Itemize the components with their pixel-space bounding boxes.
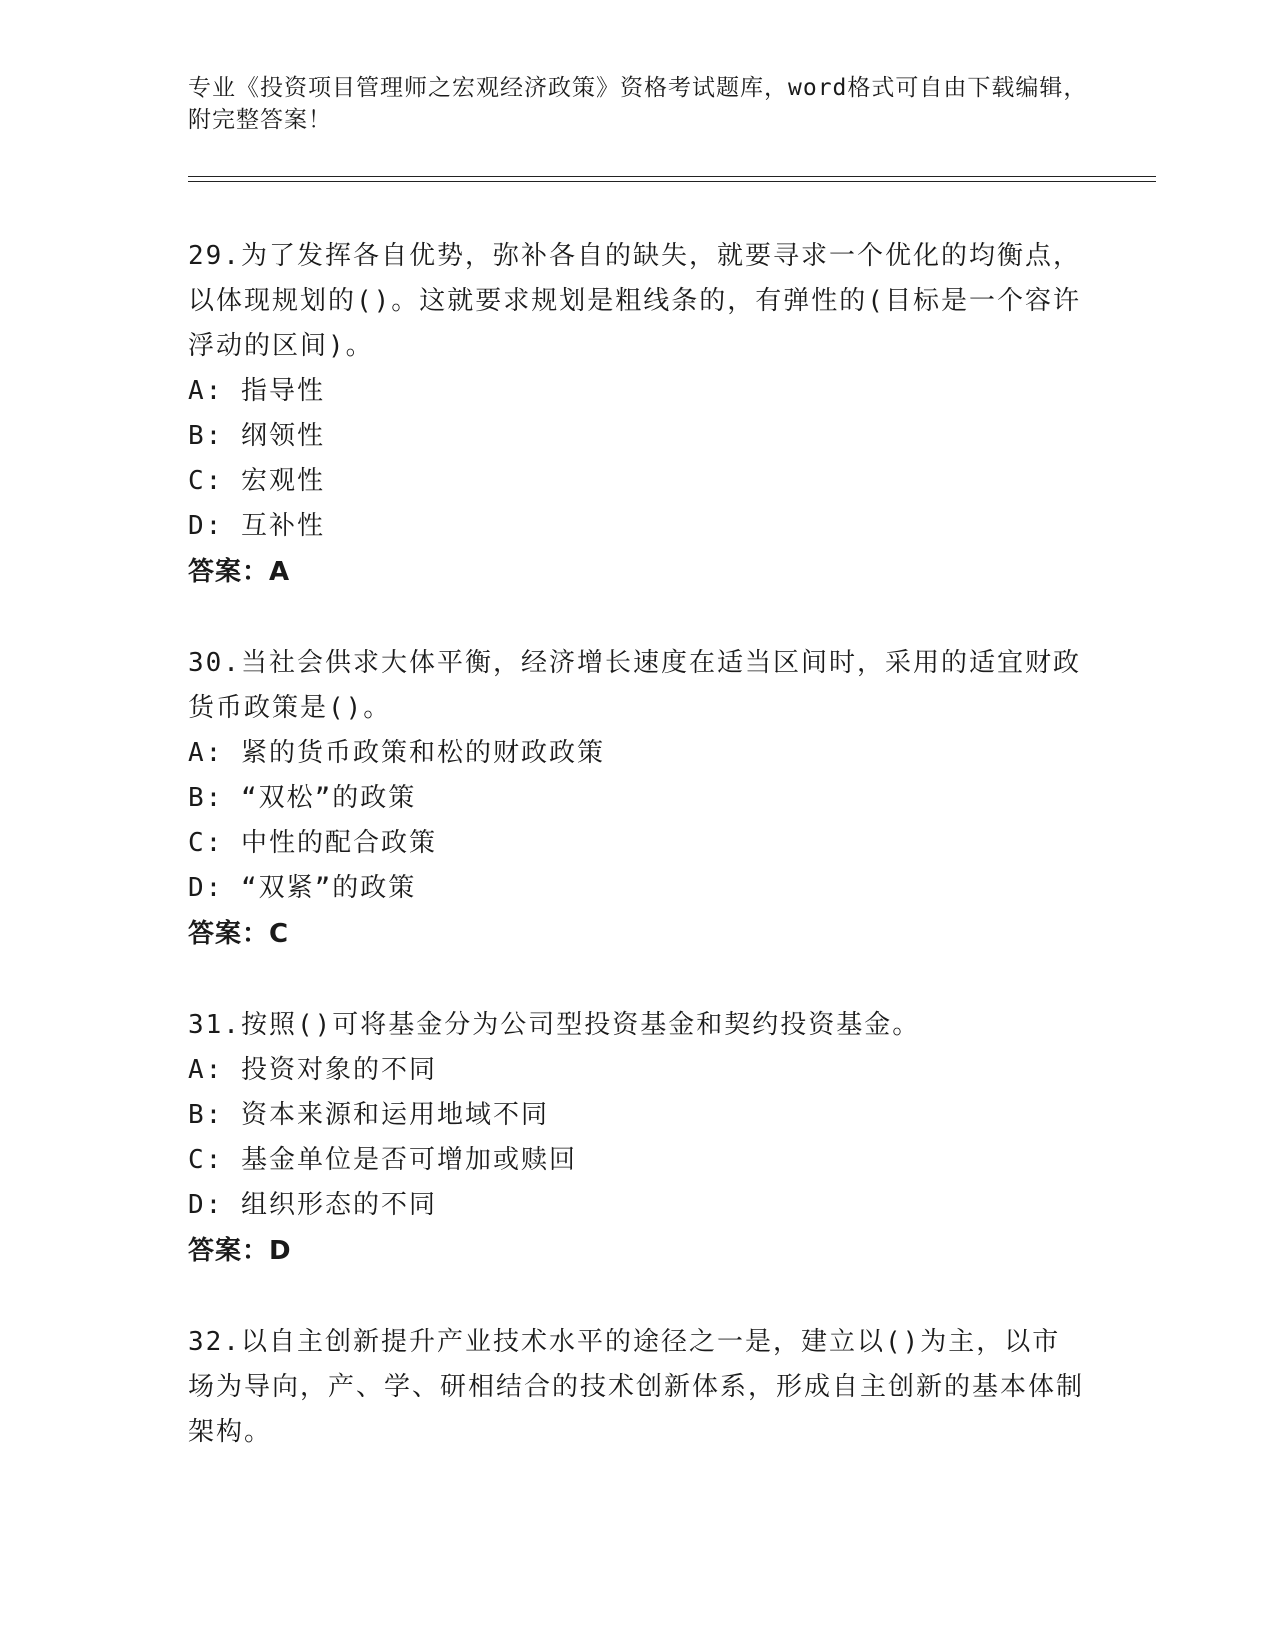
- option-a: A: 紧的货币政策和松的财政政策: [188, 738, 605, 768]
- question-31: [188, 1003, 1088, 1274]
- question-stem: 29.为了发挥各自优势，弥补各自的缺失，就要寻求一个优化的均衡点，以体现规划的()。这就要求规划是粗线条的，有弹性的(目标是一个容许浮动的区间)。: [188, 241, 1081, 361]
- question-29: [188, 234, 1088, 595]
- question-stem: 31.按照()可将基金分为公司型投资基金和契约投资基金。: [188, 1010, 921, 1040]
- option-b: B: “双松”的政策: [188, 783, 417, 813]
- option-b: B: 纲领性: [188, 421, 325, 451]
- question-list: [188, 234, 1088, 1501]
- answer: 答案：D: [188, 1236, 292, 1266]
- option-d: D: “双紧”的政策: [188, 873, 417, 903]
- header-divider-top: [188, 176, 1156, 177]
- option-c: C: 基金单位是否可增加或赎回: [188, 1145, 577, 1175]
- question-stem: 30.当社会供求大体平衡，经济增长速度在适当区间时，采用的适宜财政货币政策是()。: [188, 648, 1081, 723]
- answer: 答案：A: [188, 557, 291, 587]
- header-divider-bottom: [188, 181, 1156, 182]
- option-a: A: 指导性: [188, 376, 325, 406]
- option-b: B: 资本来源和运用地域不同: [188, 1100, 549, 1130]
- option-a: A: 投资对象的不同: [188, 1055, 437, 1085]
- option-c: C: 宏观性: [188, 466, 325, 496]
- option-d: D: 互补性: [188, 511, 325, 541]
- option-d: D: 组织形态的不同: [188, 1190, 437, 1220]
- question-32: [188, 1320, 1088, 1455]
- question-stem: 32.以自主创新提升产业技术水平的途径之一是，建立以()为主，以市场为导向，产、学、研相结合的技术创新体系，形成自主创新的基本体制架构。: [188, 1327, 1085, 1447]
- header-text: 专业《投资项目管理师之宏观经济政策》资格考试题库，word格式可自由下载编辑，附完整答案！: [188, 75, 1088, 133]
- document-header: [188, 72, 1088, 136]
- question-30: [188, 641, 1088, 957]
- answer: 答案：C: [188, 919, 290, 949]
- option-c: C: 中性的配合政策: [188, 828, 437, 858]
